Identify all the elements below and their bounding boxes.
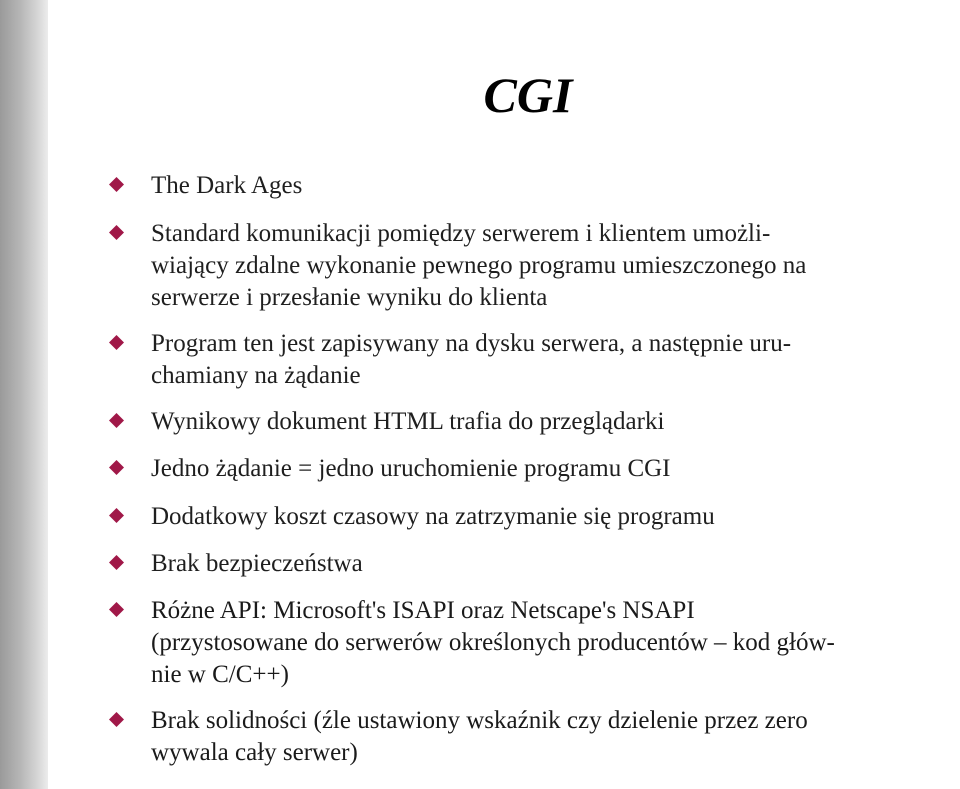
bullet-text: Wynikowy dokument HTML trafia do przeglądarki (151, 408, 665, 435)
diamond-bullet-icon (109, 335, 124, 350)
bullet-text: Różne API: Microsoft's ISAPI oraz Netscape's NSAPI (przystosowane do serwerów określonych producentów – kod głów- nie w C/C++) (151, 597, 835, 688)
diamond-bullet-icon (109, 177, 124, 192)
bullet-text: Brak bezpieczeństwa (151, 550, 363, 577)
bullet-text: The Dark Ages (151, 172, 303, 199)
bullet-text: Standard komunikacji pomiędzy serwerem i klientem umożli- wiający zdalne wykonanie pewnego programu umieszczonego na serwerze i przesłanie wyniku do klienta (151, 220, 807, 311)
diamond-bullet-icon (109, 460, 124, 475)
diamond-bullet-icon (109, 413, 124, 428)
diamond-bullet-icon (109, 555, 124, 570)
bullet-text: Brak solidności (źle ustawiony wskaźnik czy dzielenie przez zero wywala cały serwer) (151, 707, 808, 766)
bullet-text: Jedno żądanie = jedno uruchomienie programu CGI (151, 455, 671, 482)
diamond-bullet-icon (109, 602, 124, 617)
diamond-bullet-icon (109, 225, 124, 240)
bullet-text: Dodatkowy koszt czasowy na zatrzymanie się programu (151, 503, 715, 530)
bullet-text: Program ten jest zapisywany na dysku serwera, a następnie uru- chamiany na żądanie (151, 330, 792, 389)
diamond-bullet-icon (109, 712, 124, 727)
slide-title: CGI (483, 67, 573, 123)
diamond-bullet-icon (109, 508, 124, 523)
